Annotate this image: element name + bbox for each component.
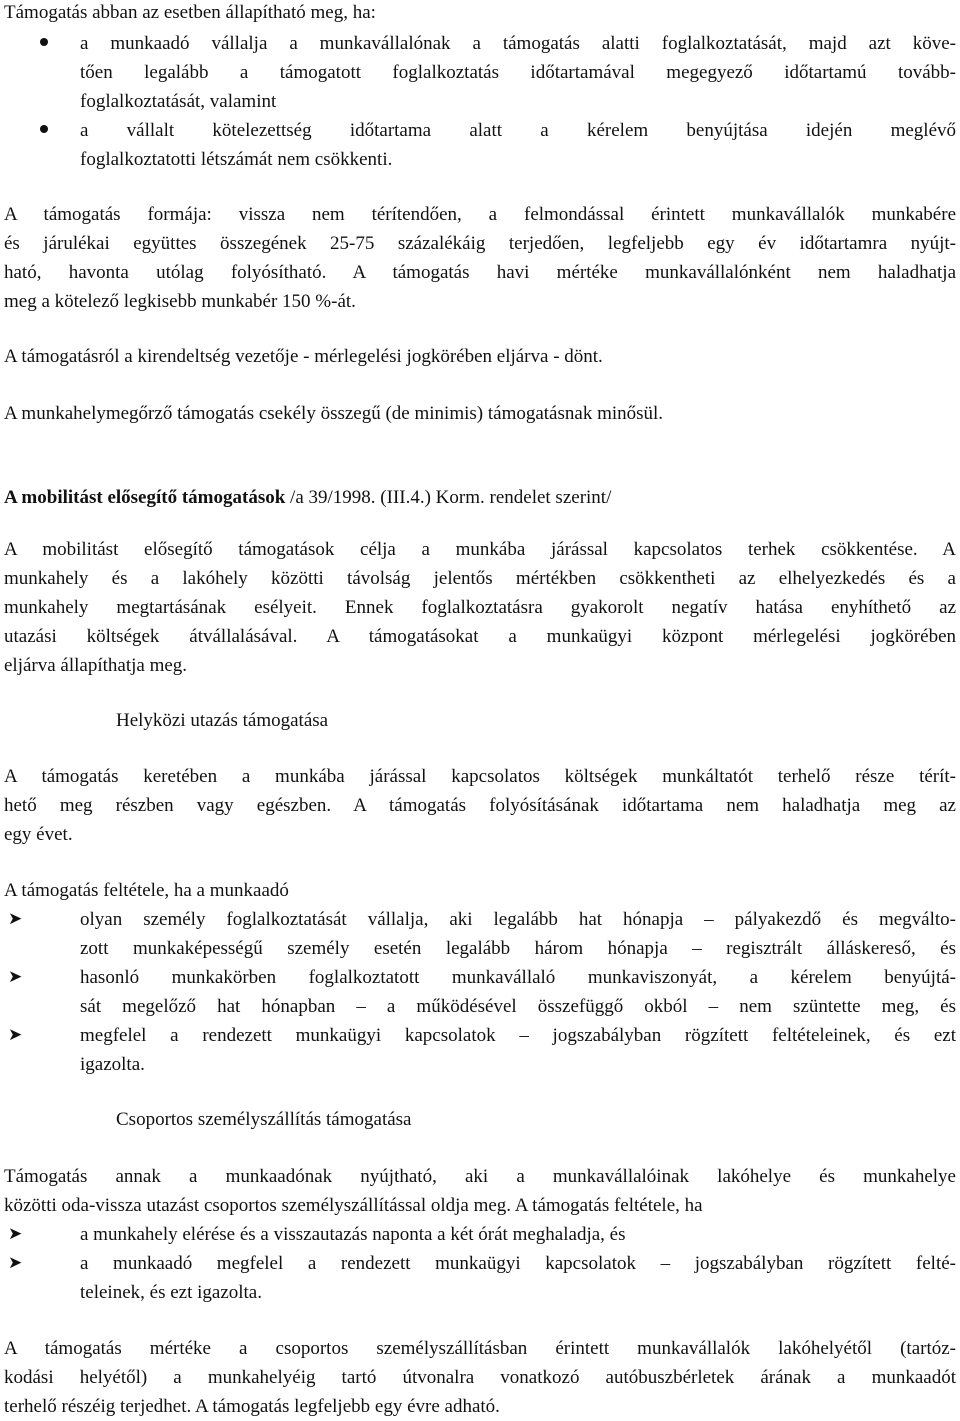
bullet-item: [4, 29, 956, 116]
arrow-bullet-icon: ➤: [8, 909, 23, 929]
paragraph-csoportos: [4, 1162, 956, 1220]
text-line: A mobilitást elősegítő támogatások célja a munkába járással kapcsolatos terhek csökkentése. A: [4, 539, 956, 560]
bullet-dot-icon: [40, 29, 54, 58]
paragraph-mobilitas: [4, 535, 956, 680]
text-line: meg a kötelező legkisebb munkabér 150 %-át.: [4, 291, 356, 312]
arrow-item: [4, 1249, 956, 1307]
text-line: olyan személy foglalkoztatását vállalja, aki legalább hat hónapja – pályakezdő és megválto-: [80, 909, 956, 930]
bullet-item: [4, 116, 956, 174]
text-line: Támogatás annak a munkaadónak nyújtható, aki a munkavállalóinak lakóhelye és munkahelye: [4, 1166, 956, 1187]
arrow-bullet-icon: ➤: [8, 1025, 23, 1045]
bullet-dot-icon: [40, 116, 54, 145]
subheading-helykozi: Helyközi utazás támogatása: [116, 710, 329, 731]
text-line: A támogatás keretében a munkába járással kapcsolatos költségek munkáltatót terhelő része térít-: [4, 766, 956, 787]
text-line: A támogatás mértéke a csoportos személyszállításban érintett munkavállalók lakóhelyétől (tartóz-: [4, 1338, 956, 1359]
paragraph-helykozi: [4, 762, 956, 849]
heading-bold: A mobilitást elősegítő támogatások: [4, 487, 286, 508]
arrow-bullet-icon: ➤: [8, 967, 23, 987]
text-line: hető meg részben vagy egészben. A támogatás folyósításának időtartama nem haladhatja meg az: [4, 795, 956, 816]
subheading-csoportos: Csoportos személyszállítás támogatása: [116, 1109, 412, 1130]
text-line: a munkaadó vállalja a munkavállalónak a támogatás alatti foglalkoztatását, majd azt köve-: [80, 33, 956, 54]
arrow-item: [4, 1021, 956, 1079]
text-line: foglalkoztatását, valamint: [80, 91, 277, 112]
paragraph-minosul: A munkahelymegőrző támogatás csekély összegű (de minimis) támogatásnak minősül.: [4, 403, 664, 424]
text-line: hasonló munkakörben foglalkoztatott munkavállaló munkaviszonyát, a kérelem benyújtá-: [80, 967, 956, 988]
text-line: terhelő részéig terjedhet. A támogatás legfeljebb egy évre adható.: [4, 1396, 500, 1417]
paragraph-mertek: [4, 1334, 956, 1421]
text-line: sát megelőző hat hónapban – a működésével összefüggő okból – nem szüntette meg, és: [80, 996, 956, 1017]
text-line: igazolta.: [80, 1054, 145, 1075]
text-line: megfelel a rendezett munkaügyi kapcsolatok – jogszabályban rögzített feltételeinek, és ezt: [80, 1025, 956, 1046]
text-line: egy évet.: [4, 824, 73, 845]
arrow-bullet-icon: ➤: [8, 1253, 23, 1273]
text-line: a munkaadó megfelel a rendezett munkaügyi kapcsolatok – jogszabályban rögzített felté-: [80, 1253, 956, 1274]
intro-text: Támogatás abban az esetben állapítható meg, ha:: [4, 2, 376, 23]
text-line: tően legalább a támogatott foglalkoztatás időtartamával megegyező időtartamú tovább-: [80, 62, 956, 83]
text-line: foglalkoztatotti létszámát nem csökkenti.: [80, 149, 393, 170]
text-line: közötti oda-vissza utazást csoportos személyszállítással oldja meg. A támogatás feltétele, ha: [4, 1195, 703, 1216]
arrow-bullet-icon: ➤: [8, 1224, 23, 1244]
text-line: eljárva állapíthatja meg.: [4, 655, 188, 676]
heading-rest: /a 39/1998. (III.4.) Korm. rendelet szerint/: [285, 487, 612, 508]
text-line: és járulékai együttes összegének 25-75 százalékáig terjedően, legfeljebb egy év időtartamra nyújt-: [4, 233, 956, 254]
arrow-item: [4, 905, 956, 963]
section-heading: [4, 483, 956, 512]
text-line: kodási helyétől) a munkahelyéig tartó útvonalra vonatkozó autóbuszbérletek árának a munkaadót: [4, 1367, 956, 1388]
text-line: A támogatás formája: vissza nem térítendően, a felmondással érintett munkavállalók munkabére: [4, 204, 956, 225]
paragraph-dont: A támogatásról a kirendeltség vezetője - mérlegelési jogkörében eljárva - dönt.: [4, 346, 603, 367]
text-line: a vállalt kötelezettség időtartama alatt a kérelem benyújtása idején meglévő: [80, 120, 956, 141]
paragraph-forma: [4, 200, 956, 316]
text-line: munkahely és a lakóhely közötti távolság jelentős mértékben csökkentheti az elhelyezkedés és a: [4, 568, 956, 589]
text-line: a munkahely elérése és a visszautazás naponta a két órát meghaladja, és: [80, 1224, 626, 1245]
text-line: zott munkaképességű személy esetén legalább három hónapja – regisztrált álláskereső, és: [80, 938, 956, 959]
arrow-item: [4, 963, 956, 1021]
arrow-item: [4, 1220, 956, 1249]
text-line: utazási költségek átvállalásával. A támogatásokat a munkaügyi központ mérlegelési jogkörében: [4, 626, 956, 647]
paragraph-feltetel: A támogatás feltétele, ha a munkaadó: [4, 880, 289, 901]
text-line: ható, havonta utólag folyósítható. A támogatás havi mértéke munkavállalónként nem haladhatja: [4, 262, 956, 283]
text-line: teleinek, és ezt igazolta.: [80, 1282, 262, 1303]
text-line: munkahely megtartásának esélyeit. Ennek foglalkoztatásra gyakorolt negatív hatása enyhíthető az: [4, 597, 956, 618]
